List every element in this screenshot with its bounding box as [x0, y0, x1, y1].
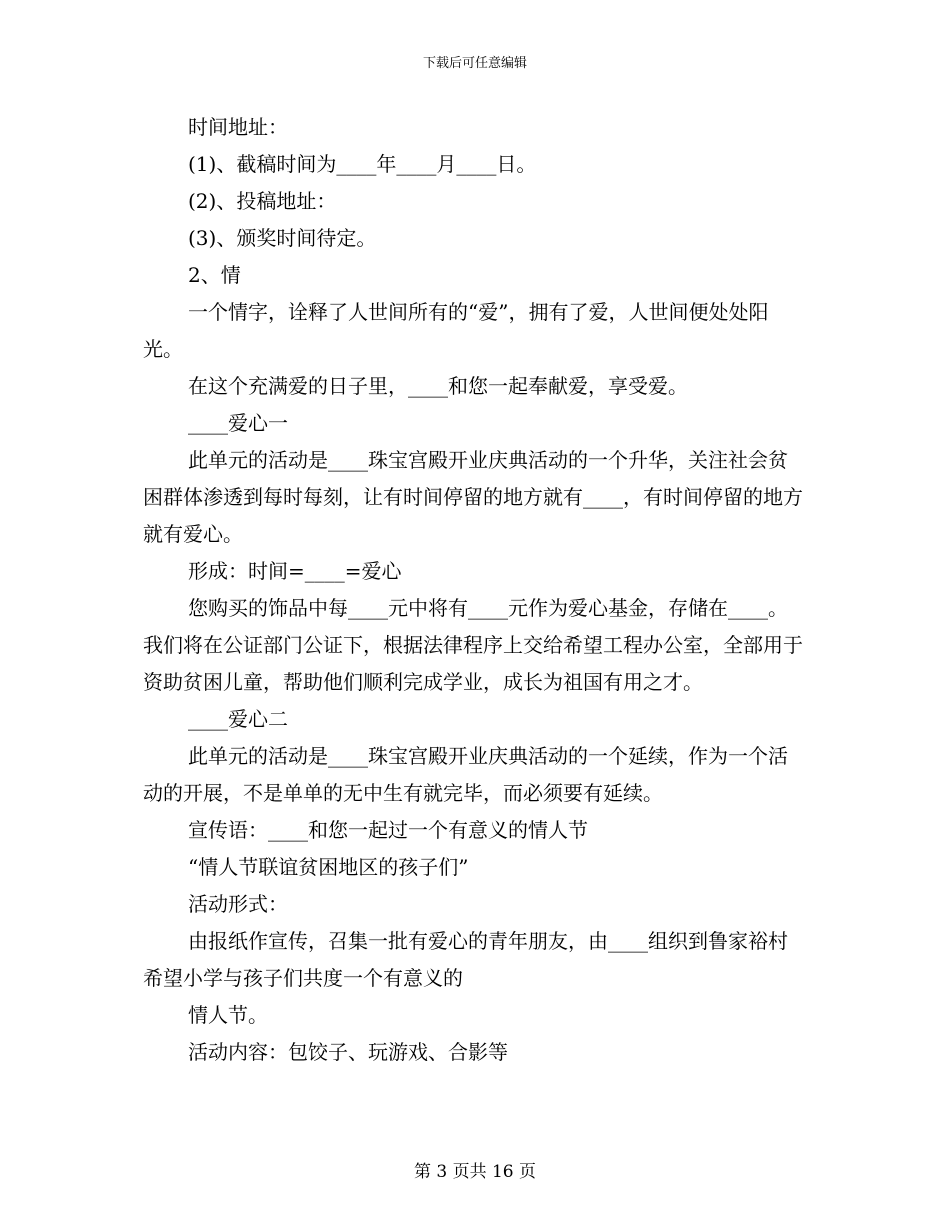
paragraph: 活动内容：包饺子、玩游戏、合影等	[188, 1040, 508, 1064]
paragraph: 此单元的活动是____珠宝宫殿开业庆典活动的一个升华，关注社会贫困群体渗透到每时每刻，让有时间停留的地方就有____，有时间停留的地方就有爱心。	[143, 448, 803, 546]
paragraph: 在这个充满爱的日子里，____和您一起奉献爱，享受爱。	[188, 374, 688, 398]
paragraph: 情人节。	[188, 1003, 268, 1027]
page-footer: 第 3 页共 16 页	[413, 1162, 537, 1182]
paragraph: ____爱心二	[188, 707, 288, 731]
paragraph: “情人节联谊贫困地区的孩子们”	[188, 855, 469, 879]
paragraph: 由报纸作宣传，召集一批有爱心的青年朋友，由____组织到鲁家裕村希望小学与孩子们共度一个有意义的	[143, 929, 788, 990]
paragraph: ____爱心一	[188, 411, 288, 435]
document-body	[143, 109, 805, 1071]
paragraph: (2)、投稿地址：	[188, 189, 337, 213]
paragraph: 时间地址：	[188, 115, 288, 139]
paragraph: 形成：时间=____=爱心	[188, 559, 402, 583]
paragraph: 活动形式：	[188, 892, 288, 916]
paragraph: 2、情	[188, 263, 241, 287]
paragraph: 您购买的饰品中每____元中将有____元作为爱心基金，存储在____。我们将在公证部门公证下，根据法律程序上交给希望工程办公室，全部用于资助贫困儿童，帮助他们顺利完成学业，成长为祖国有用之才。	[143, 596, 803, 694]
paragraph: 一个情字，诠释了人世间所有的“爱”，拥有了爱，人世间便处处阳光。	[143, 300, 769, 361]
paragraph: 宣传语：____和您一起过一个有意义的情人节	[188, 818, 588, 842]
paragraph: (1)、截稿时间为____年____月____日。	[188, 152, 537, 176]
paragraph: (3)、颁奖时间待定。	[188, 226, 377, 250]
paragraph: 此单元的活动是____珠宝宫殿开业庆典活动的一个延续，作为一个活动的开展，不是单单的无中生有就完毕，而必须要有延续。	[143, 744, 788, 805]
page-header: 下载后可任意编辑	[422, 56, 527, 71]
